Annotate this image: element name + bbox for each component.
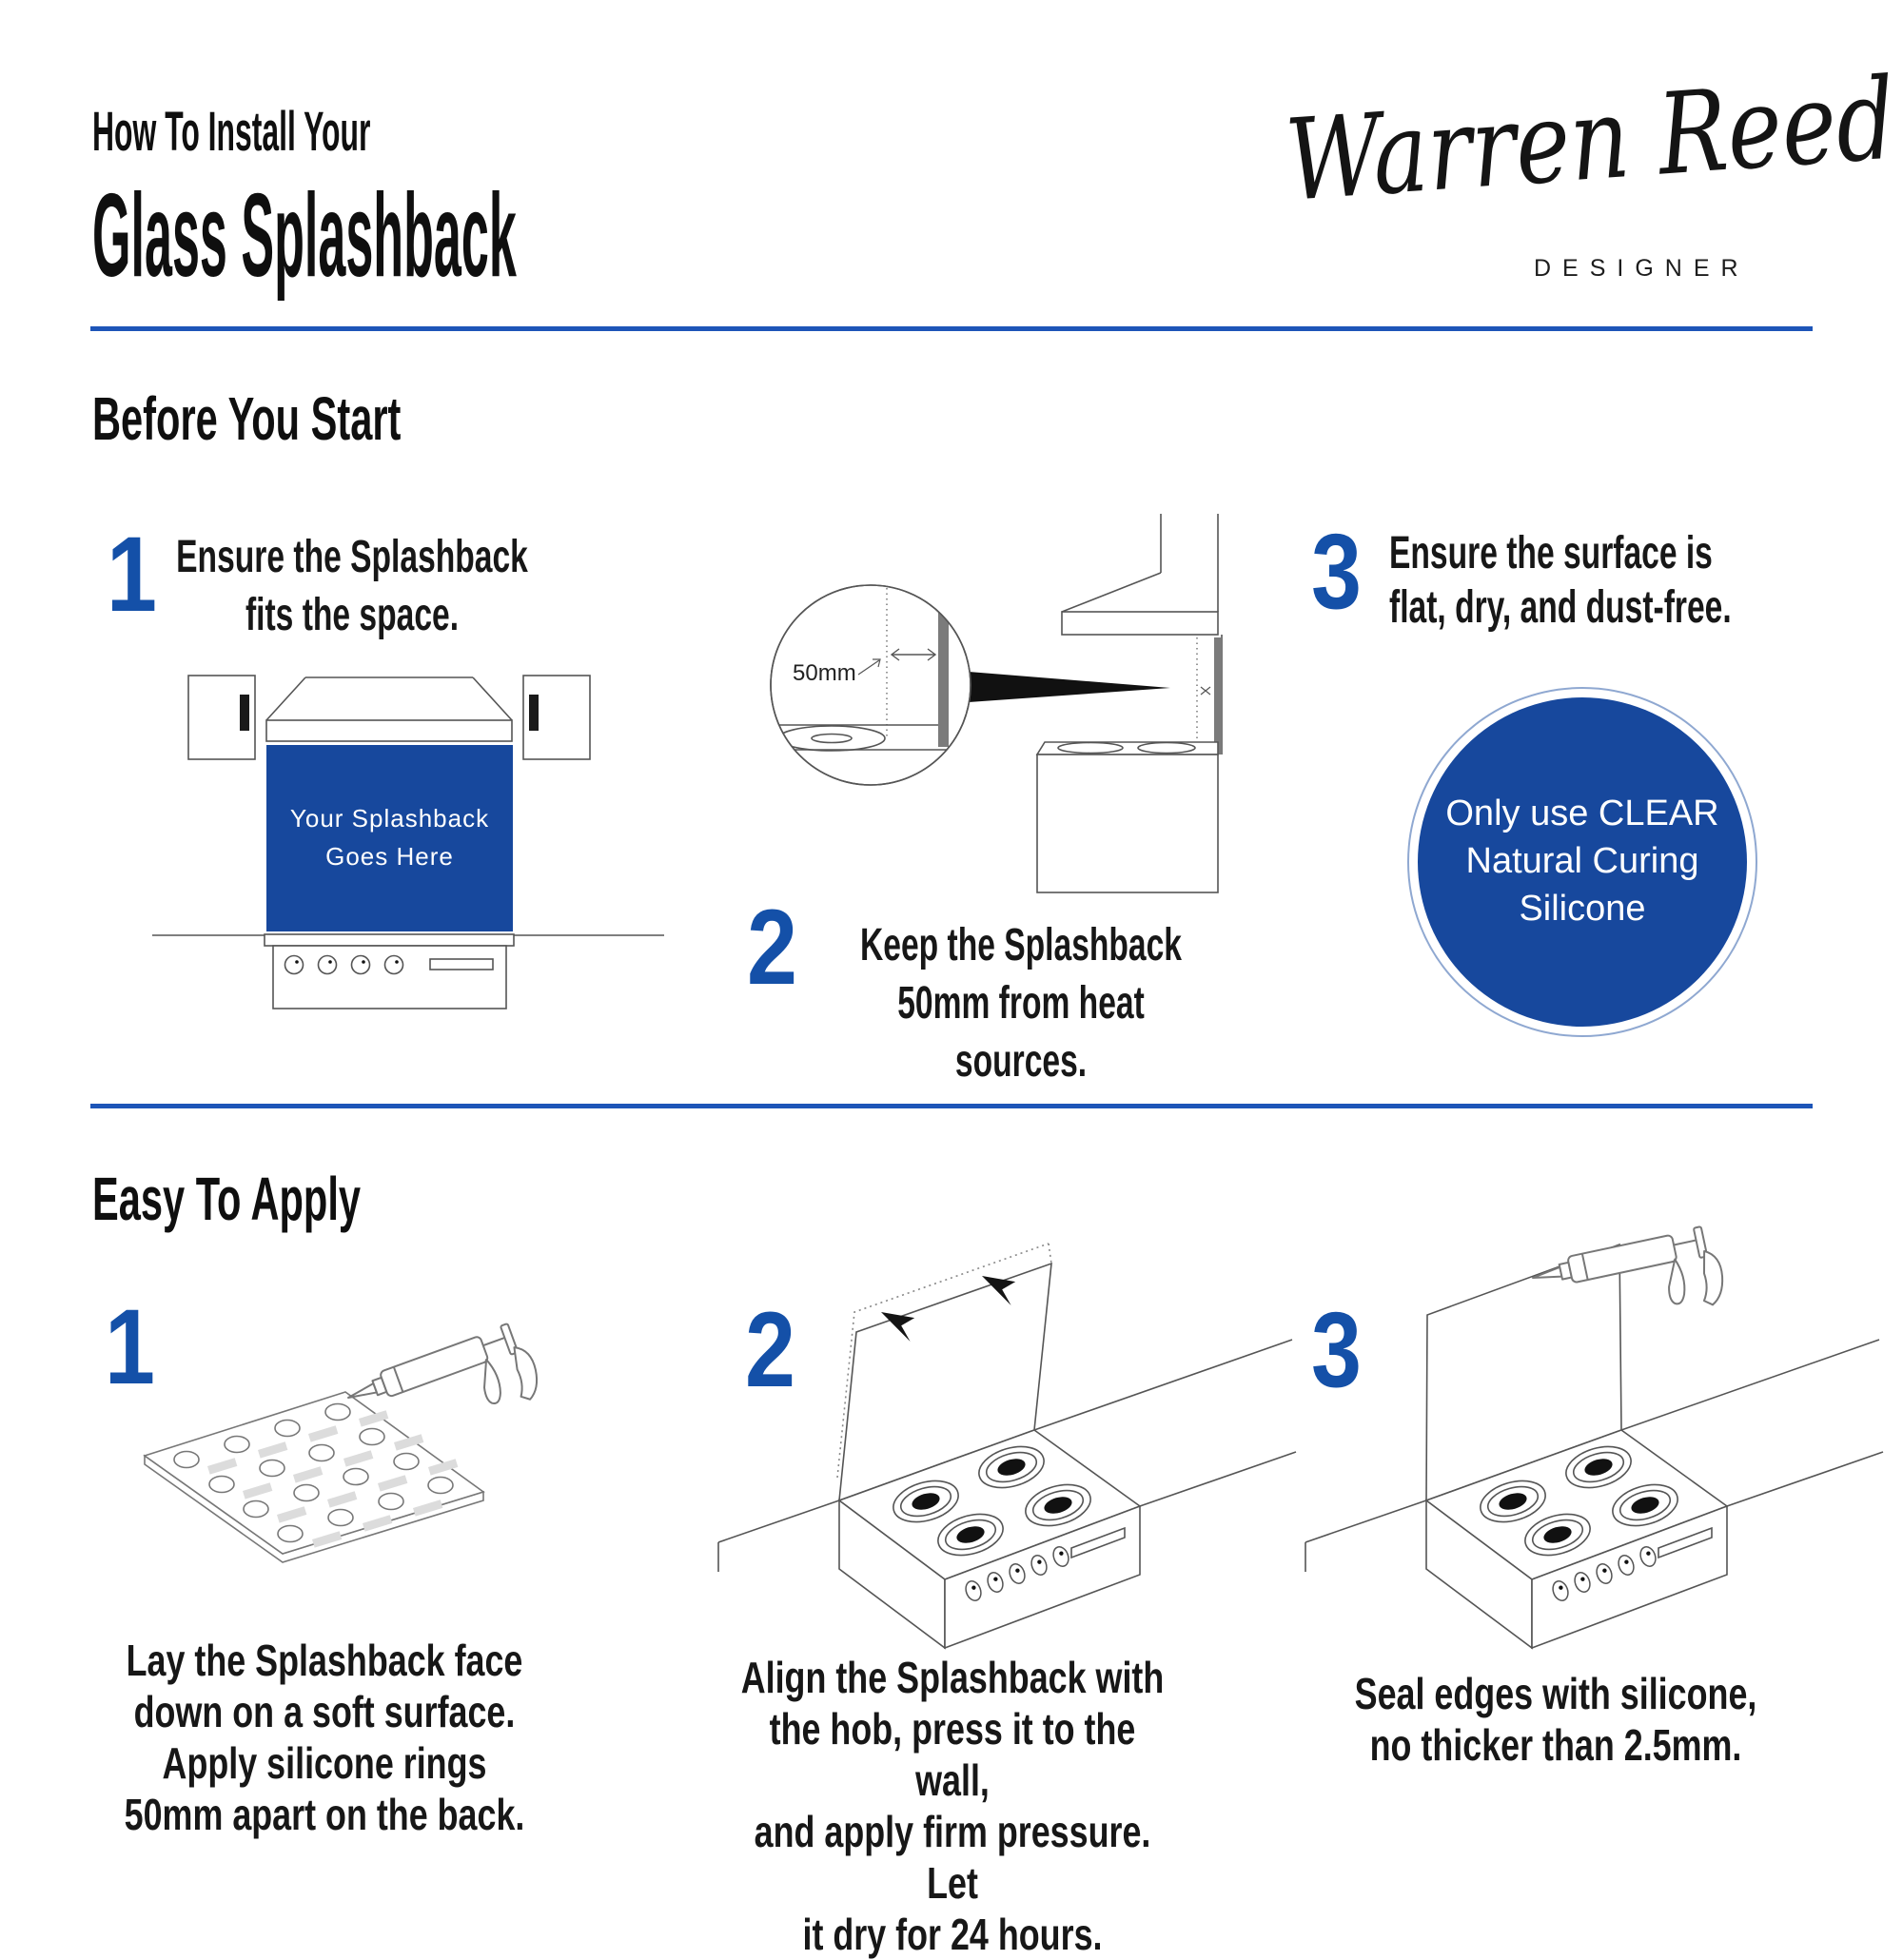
text-line: Your Splashback: [289, 804, 490, 833]
text-line: it dry for 24 hours.: [802, 1910, 1103, 1959]
text-line: and apply firm pressure. Let: [754, 1807, 1151, 1908]
seal-edges-illustration: [1327, 1232, 1879, 1651]
page-title-kicker: How To Install Your: [92, 101, 371, 163]
cooker-front: [273, 946, 506, 1009]
text-line: Seal edges with silicone,: [1354, 1669, 1757, 1718]
text-line: sources.: [954, 1036, 1088, 1087]
text-line: Ensure the Splashback: [176, 532, 528, 582]
text-line: fits the space.: [245, 590, 460, 640]
cooker-hood: [266, 677, 305, 720]
apply-silicone-illustration: [95, 1327, 628, 1641]
cabinet-handle: [529, 695, 539, 731]
cooker-hood-base: [266, 720, 512, 741]
text-line: Align the Splashback with: [740, 1653, 1165, 1702]
text-line: no thicker than 2.5mm.: [1369, 1720, 1742, 1770]
gap-arrow-icon: [1206, 687, 1210, 695]
cooktop-strip: [265, 934, 514, 946]
divider-line-top: [90, 326, 1813, 331]
before-step-2-text: [845, 916, 1198, 1090]
cooker-body: [1037, 755, 1218, 892]
text-line: Natural Curing: [1465, 841, 1699, 881]
distance-measure-label: 50mm: [793, 660, 856, 686]
text-line: the hob, press it to the wall,: [769, 1704, 1136, 1805]
easy-step-1-caption: [102, 1635, 547, 1840]
silicone-note-badge: [1418, 697, 1747, 1027]
knob-dot: [295, 960, 299, 964]
text-line: Apply silicone rings: [162, 1738, 487, 1788]
text-line: Goes Here: [325, 842, 454, 871]
hood-canopy: [1062, 573, 1161, 612]
before-step-1-text: [176, 528, 529, 644]
splashback-edge-bar: [1214, 637, 1222, 755]
before-step-3-number: 3: [1311, 512, 1362, 631]
section-heading-before-you-start: Before You Start: [92, 384, 402, 453]
easy-step-2-number: 2: [745, 1290, 795, 1409]
before-step-2-number: 2: [747, 888, 797, 1007]
knob-dot: [395, 960, 399, 964]
page-title: Glass Splashback: [92, 170, 517, 302]
brand-subtitle: DESIGNER: [1534, 255, 1750, 282]
text-line: Keep the Splashback: [860, 920, 1182, 970]
text-line: Only use CLEAR: [1445, 794, 1719, 833]
brand-signature-logo: Warren Reed: [1282, 52, 1900, 226]
hood-base: [1062, 612, 1218, 635]
knob-dot: [328, 960, 332, 964]
before-step-3-text: [1389, 526, 1829, 635]
text-line: flat, dry, and dust-free.: [1389, 582, 1732, 633]
text-line: Lay the Splashback face: [126, 1636, 523, 1685]
knob-dot: [362, 960, 365, 964]
ghost-position-outline: [1049, 1244, 1051, 1264]
text-line: Ensure the surface is: [1389, 528, 1713, 578]
section-heading-easy-to-apply: Easy To Apply: [92, 1165, 362, 1233]
divider-line-middle: [90, 1104, 1813, 1108]
easy-step-2-caption: [730, 1652, 1175, 1960]
text-line: Silicone: [1519, 889, 1646, 929]
before-step-1-number: 1: [107, 515, 157, 634]
easy-step-3-caption: [1333, 1668, 1778, 1771]
distance-diagram: [752, 504, 1294, 951]
callout-wedge: [969, 672, 1170, 702]
splashback-panel-label: [266, 799, 513, 875]
easy-step-3-number: 3: [1311, 1290, 1362, 1409]
text-line: 50mm from heat: [897, 978, 1145, 1029]
cooker-hood: [473, 677, 512, 720]
text-line: down on a soft surface.: [133, 1687, 516, 1736]
cabinet-handle: [240, 695, 249, 731]
silicone-note-text: [1418, 697, 1747, 932]
cooker-display-slot: [430, 959, 493, 970]
easy-step-1-number: 1: [105, 1287, 155, 1406]
text-line: 50mm apart on the back.: [124, 1790, 525, 1839]
align-splashback-illustration: [695, 1232, 1304, 1651]
